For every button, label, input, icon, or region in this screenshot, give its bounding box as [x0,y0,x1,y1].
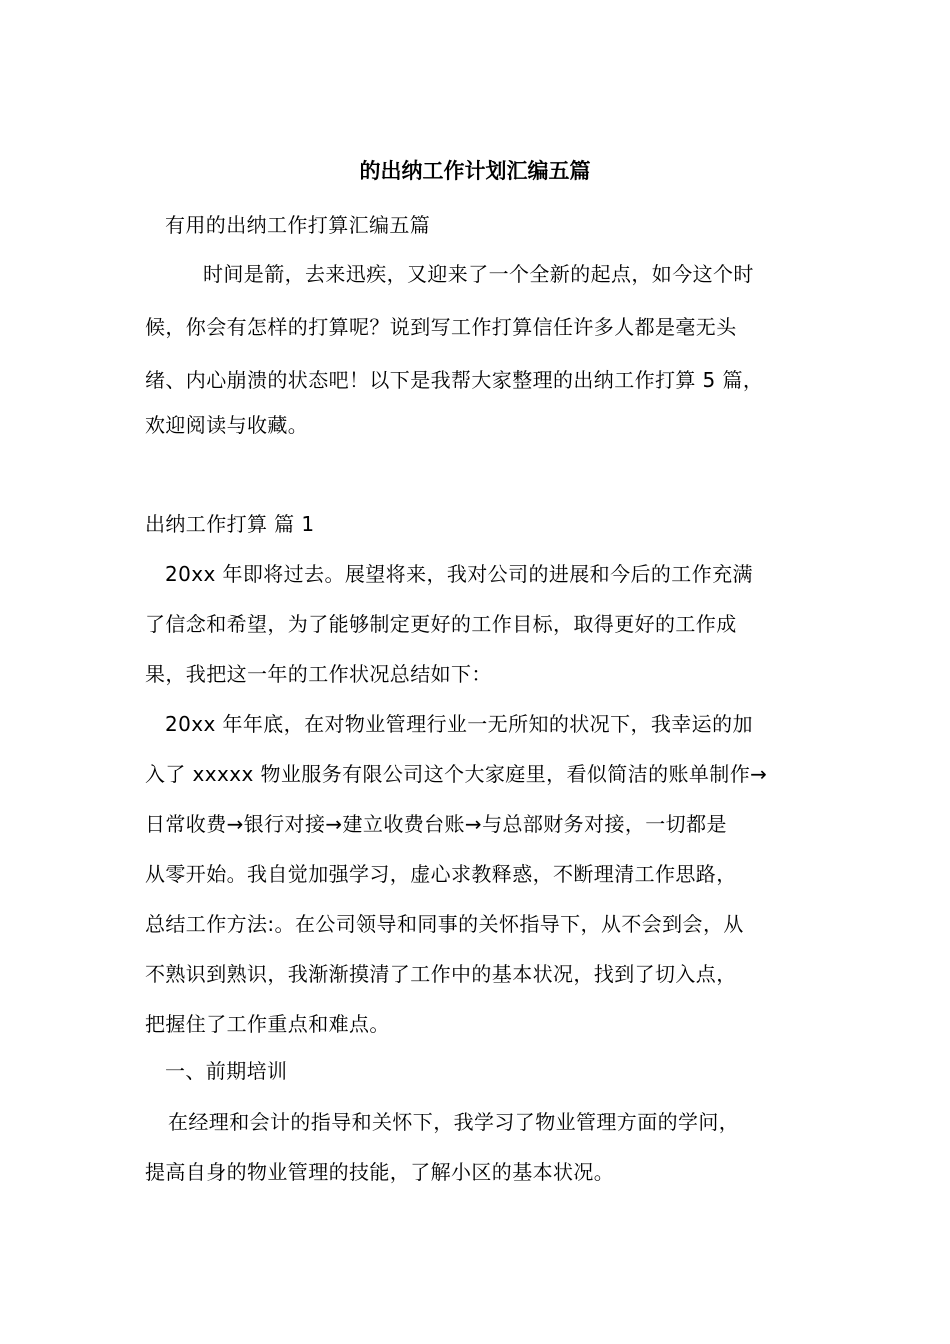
paragraph-line: 总结工作方法:。在公司领导和同事的关怀指导下，从不会到会，从 [145,912,744,936]
paragraph-line: 20xx 年年底，在对物业管理行业一无所知的状况下，我幸运的加 [165,712,753,736]
paragraph-line: 了信念和希望，为了能够制定更好的工作目标，取得更好的工作成 [145,612,737,636]
paragraph-line: 果，我把这一年的工作状况总结如下： [145,662,492,686]
paragraph-line: 20xx 年即将过去。展望将来，我对公司的进展和今后的工作充满 [165,562,753,586]
paragraph-line: 日常收费→银行对接→建立收费台账→与总部财务对接，一切都是 [145,812,727,836]
intro-line: 候，你会有怎样的打算呢？说到写工作打算信任许多人都是毫无头 [145,315,737,339]
intro-line: 绪、内心崩溃的状态吧！以下是我帮大家整理的出纳工作打算 5 篇， [145,368,764,392]
document-subtitle: 有用的出纳工作打算汇编五篇 [165,213,431,237]
paragraph-line: 提高自身的物业管理的技能，了解小区的基本状况。 [145,1160,615,1184]
section-heading: 出纳工作打算 篇 1 [145,512,315,536]
subheading: 一、前期培训 [165,1059,288,1083]
paragraph-line: 把握住了工作重点和难点。 [145,1012,390,1036]
paragraph-line: 不熟识到熟识，我渐渐摸清了工作中的基本状况，找到了切入点， [145,962,737,986]
paragraph-line: 入了 xxxxx 物业服务有限公司这个大家庭里，看似简洁的账单制作→ [145,762,768,786]
intro-line: 欢迎阅读与收藏。 [145,413,309,437]
paragraph-line: 在经理和会计的指导和关怀下，我学习了物业管理方面的学问， [168,1110,740,1134]
intro-line: 时间是箭，去来迅疾，又迎来了一个全新的起点，如今这个时 [203,262,754,286]
paragraph-line: 从零开始。我自觉加强学习，虚心求教释惑，不断理清工作思路， [145,862,737,886]
document-title: 的出纳工作计划汇编五篇 [359,159,591,183]
